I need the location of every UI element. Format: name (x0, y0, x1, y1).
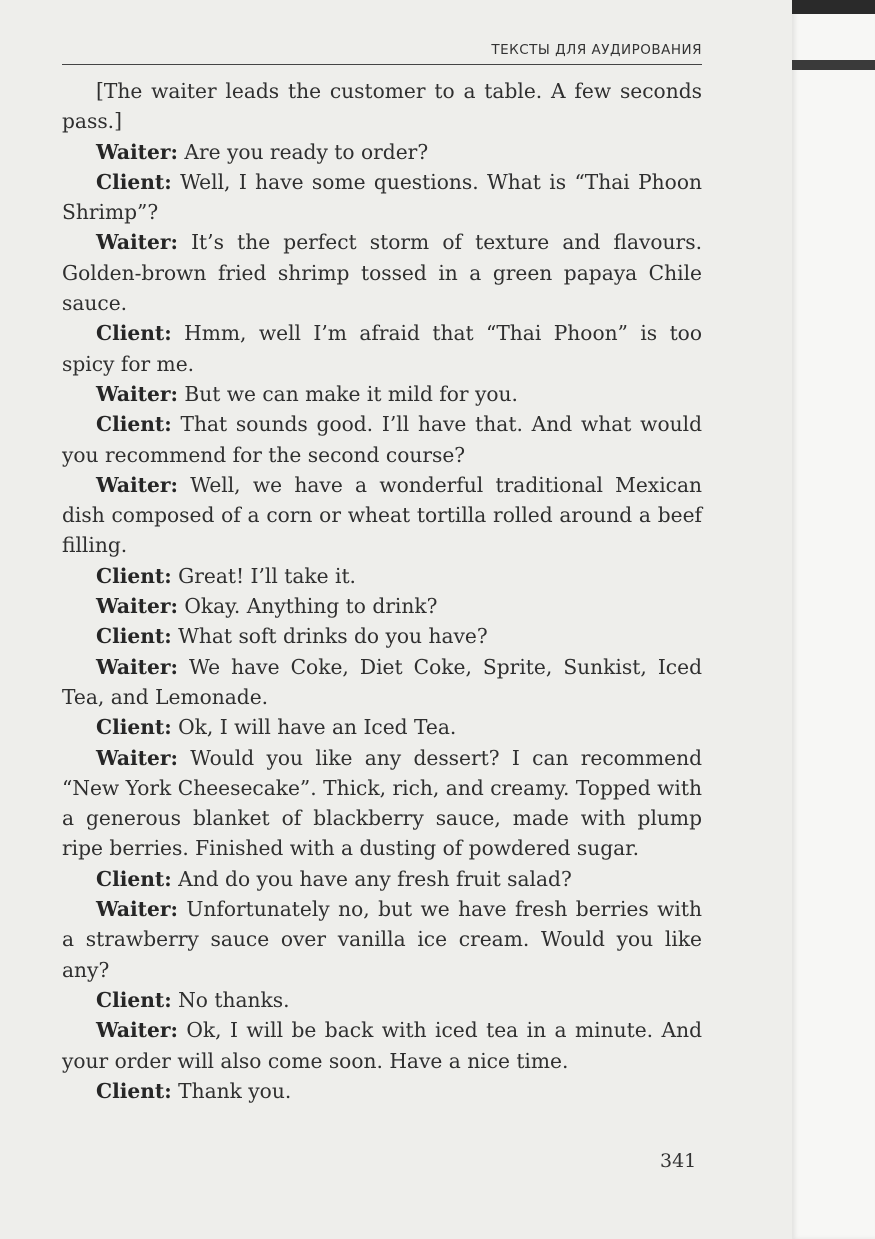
dialogue-line (62, 591, 702, 621)
line-text: And do you have any fresh fruit salad? (178, 866, 572, 891)
dialogue-line (62, 409, 702, 470)
speaker-label: Client: (96, 169, 172, 194)
line-text: What soft drinks do you have? (178, 624, 488, 649)
line-text: Great! I’ll take it. (178, 563, 356, 588)
speaker-label: Client: (96, 715, 172, 740)
line-text: Would you like any dessert? I can recommend “New York Cheesecake”. Thick, rich, and creamy. Topped with a generous blanket of blackberry sauce, made with plump ripe berries. Finished with a dusting of powdered sugar. (62, 745, 702, 861)
speaker-label: Waiter: (96, 472, 178, 497)
dialogue-line (62, 743, 702, 864)
line-text: It’s the perfect storm of texture and flavours. Golden-brown fried shrimp tossed in a green papaya Chile sauce. (62, 230, 702, 316)
line-text: Thank you. (178, 1078, 292, 1103)
line-text: Are you ready to order? (184, 139, 429, 164)
dialogue-line (62, 379, 702, 409)
line-text: No thanks. (178, 987, 290, 1012)
speaker-label: Waiter: (96, 230, 178, 255)
running-header (62, 40, 702, 65)
dialogue-line (62, 864, 702, 894)
speaker-label: Client: (96, 1078, 172, 1103)
line-text: Unfortunately no, but we have fresh berries with a strawberry sauce over vanilla ice cream. Would you like any? (62, 897, 702, 982)
page-number: 341 (660, 1150, 697, 1172)
dialogue-line (62, 561, 702, 591)
line-text: That sounds good. I’ll have that. And what would you recommend for the second course? (62, 412, 702, 467)
line-text: We have Coke, Diet Coke, Sprite, Sunkist, Iced Tea, and Lemonade. (62, 654, 702, 709)
speaker-label: Waiter: (96, 139, 178, 164)
dialogue-line (62, 318, 702, 379)
scan-edge-shadow (792, 60, 875, 70)
dialogue-line (62, 470, 702, 561)
running-header-title: ТЕКСТЫ ДЛЯ АУДИРОВАНИЯ (491, 42, 702, 58)
speaker-label: Waiter: (96, 1018, 178, 1043)
speaker-label: Client: (96, 866, 172, 891)
line-text: Ok, I will be back with iced tea in a minute. And your order will also come soon. Have a nice time. (62, 1018, 702, 1073)
speaker-label: Client: (96, 987, 172, 1012)
speaker-label: Waiter: (96, 594, 178, 619)
speaker-label: Client: (96, 321, 172, 346)
speaker-label: Waiter: (96, 897, 178, 922)
dialogue-line (62, 621, 702, 651)
dialogue-line (62, 652, 702, 713)
dialogue-line (62, 894, 702, 985)
scan-edge-shadow (792, 0, 875, 14)
speaker-label: Waiter: (96, 381, 178, 406)
scan-edge (792, 0, 875, 1239)
line-text: Ok, I will have an Iced Tea. (178, 715, 457, 740)
dialogue-line (62, 227, 702, 318)
line-text: Well, we have a wonderful traditional Mexican dish composed of a corn or wheat tortilla rolled around a beef filling. (62, 472, 702, 558)
speaker-label: Waiter: (96, 654, 178, 679)
dialogue-line (62, 137, 702, 167)
dialogue-line (62, 1076, 702, 1106)
line-text: Hmm, well I’m afraid that “Thai Phoon” is too spicy for me. (62, 321, 702, 376)
speaker-label: Client: (96, 563, 172, 588)
dialogue-line (62, 712, 702, 742)
dialogue-line (62, 167, 702, 228)
dialogue-text (62, 76, 702, 1106)
speaker-label: Client: (96, 624, 172, 649)
line-text: Well, I have some questions. What is “Thai Phoon Shrimp”? (62, 169, 702, 225)
speaker-label: Waiter: (96, 745, 178, 770)
line-text: But we can make it mild for you. (184, 381, 518, 406)
speaker-label: Client: (96, 412, 172, 437)
dialogue-line (62, 1015, 702, 1076)
dialogue-line (62, 985, 702, 1015)
line-text: Okay. Anything to drink? (184, 594, 438, 619)
stage-direction: [The waiter leads the customer to a table. A few seconds pass.] (62, 79, 702, 134)
